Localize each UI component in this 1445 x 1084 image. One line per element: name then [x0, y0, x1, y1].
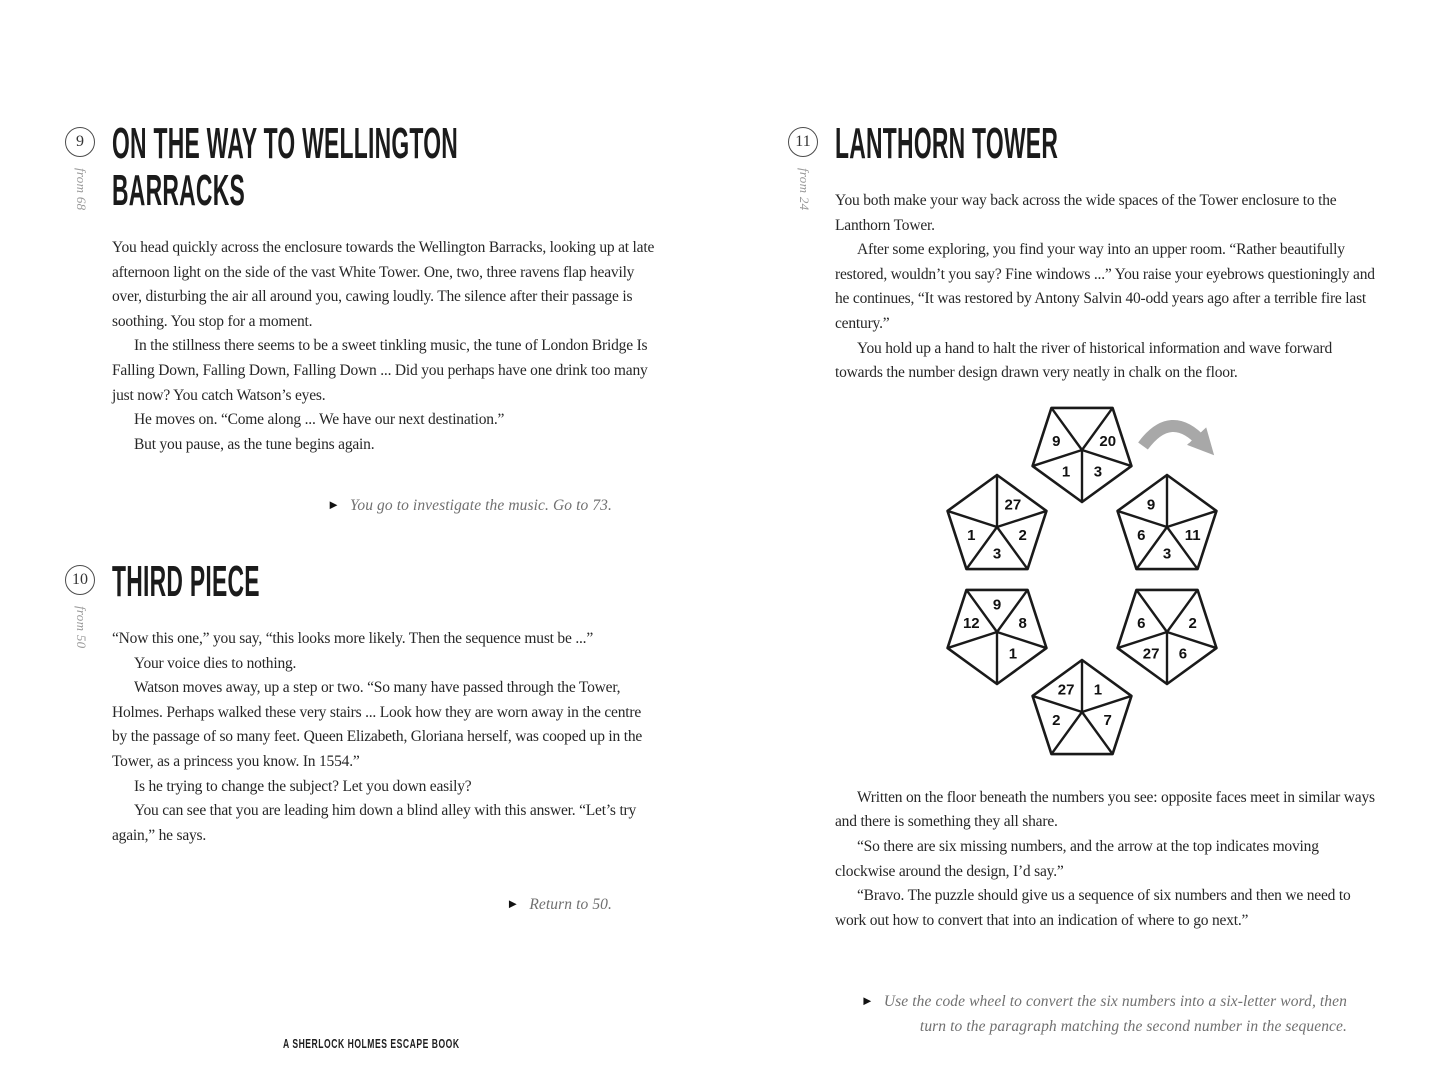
pentagon-number: 3	[1162, 545, 1172, 563]
section-title: ON THE WAY TO WELLINGTON BARRACKS	[112, 119, 459, 215]
section-content	[112, 120, 657, 518]
pentagon-middle-right	[1118, 590, 1217, 684]
pentagon-number: 27	[1142, 645, 1160, 663]
pentagon-number: 6	[1178, 645, 1188, 663]
pointer-arrow-icon: ►	[327, 497, 341, 513]
pentagon-number: 1	[1008, 645, 1018, 663]
from-label: from 50	[74, 606, 89, 649]
pentagon-number: 12	[962, 614, 980, 632]
clockwise-arrow-icon	[1143, 426, 1202, 446]
pointer-row	[112, 493, 612, 518]
pointer-arrow-icon: ►	[506, 896, 520, 912]
from-label: from 24	[797, 168, 812, 211]
section-number: 10	[72, 571, 88, 588]
pentagon-upper-right	[1118, 475, 1217, 569]
paragraph: Is he trying to change the subject? Let you down easily?	[134, 777, 472, 795]
paragraph: You can see that you are leading him down a blind alley with this answer. “Let’s try again,” he says.	[112, 802, 637, 844]
section-body	[835, 786, 1380, 934]
paragraph: You head quickly across the enclosure towards the Wellington Barracks, looking up at late afternoon light on the side of the vast White Tower. One, two, three ravens flap heavily over, disturbing the air all around you, cawing loudly. The silence after their passage is soothing. You stop for a moment.	[112, 239, 655, 330]
pentagon-number: 3	[1093, 463, 1103, 481]
section-number: 11	[795, 133, 811, 150]
paragraph: “So there are six missing numbers, and the arrow at the top indicates moving clockwise around the design, I’d say.”	[835, 837, 1319, 880]
pentagon-top	[1033, 408, 1132, 502]
section-title: THIRD PIECE	[112, 557, 260, 606]
paragraph: Your voice dies to nothing.	[134, 654, 297, 672]
paragraph: Watson moves away, up a step or two. “So many have passed through the Tower, Holmes. Perhaps walked these very stairs ... Look how they are worn away in the centre by the passage of so many feet. Queen Elizabeth, Gloriana herself, was cooped up in the Tower, as a princess you know. In 1554.”	[112, 679, 643, 770]
pentagon-number: 27	[1004, 496, 1022, 514]
section-content	[112, 558, 657, 917]
footer-text: A SHERLOCK HOLMES ESCAPE BOOK	[283, 1036, 460, 1051]
section-number: 9	[76, 133, 84, 150]
pentagon-number: 7	[1103, 711, 1112, 729]
pentagon-number: 9	[1052, 432, 1061, 450]
pentagon-number: 2	[1188, 614, 1197, 632]
pentagon-number: 6	[1137, 526, 1146, 544]
section-number-badge	[65, 565, 95, 595]
paragraph: “Now this one,” you say, “this looks more likely. Then the sequence must be ...”	[112, 630, 594, 647]
pentagon-number: 9	[1146, 496, 1156, 514]
paragraph: You both make your way back across the wide spaces of the Tower enclosure to the Lanthorn Tower.	[835, 192, 1337, 234]
pointer-row	[112, 892, 612, 917]
pentagon-number: 11	[1184, 526, 1201, 544]
pointer-text: Return to 50.	[529, 896, 612, 914]
pentagon-upper-left	[948, 475, 1047, 569]
section-content	[835, 120, 1380, 1039]
pentagon-number: 9	[992, 596, 1002, 614]
section-10	[65, 558, 675, 917]
section-body	[835, 189, 1380, 386]
pentagon-number: 2	[1052, 711, 1061, 729]
pentagon-number: 20	[1099, 432, 1117, 450]
paragraph: After some exploring, you find your way into an upper room. “Rather beautifully restored, wouldn’t you say? Fine windows ...” You raise your eyebrows questioningly and he continues, “It was restored by Antony Salvin 40-odd years ago after a terrible fire last century.”	[835, 241, 1375, 332]
pentagon-number: 1	[967, 526, 976, 544]
pentagon-number: 8	[1018, 614, 1027, 632]
pentagon-middle-left	[948, 590, 1047, 684]
section-9	[65, 120, 675, 518]
paragraph: You hold up a hand to halt the river of historical information and wave forward towards the number design drawn very neatly in chalk on the floor.	[835, 339, 1333, 382]
pointer-row	[835, 989, 1347, 1039]
pentagon-number: 6	[1137, 614, 1146, 632]
section-title: LANTHORN TOWER	[835, 119, 1059, 168]
section-number-badge	[788, 127, 818, 157]
pointer-text: Use the code wheel to convert the six numbers into a six-letter word, then turn to the paragraph matching the second number in the sequence.	[883, 993, 1347, 1036]
pentagon-number: 3	[992, 545, 1002, 563]
section-number-badge	[65, 127, 95, 157]
section-body	[112, 627, 657, 848]
pentagon-bottom	[1033, 660, 1132, 754]
pointer-arrow-icon: ►	[860, 993, 874, 1009]
paragraph: He moves on. “Come along ... We have our next destination.”	[134, 411, 505, 429]
paragraph: Written on the floor beneath the numbers you see: opposite faces meet in similar ways and there is something they all share.	[835, 788, 1375, 831]
pentagon-diagram	[919, 392, 1299, 772]
pentagon-number: 27	[1057, 681, 1075, 699]
from-label: from 68	[74, 168, 89, 211]
pentagon-number: 1	[1061, 463, 1071, 481]
pointer-text: You go to investigate the music. Go to 73.	[350, 497, 612, 515]
paragraph: In the stillness there seems to be a sweet tinkling music, the tune of London Bridge Is Falling Down, Falling Down, Falling Down ... Did you perhaps have one drink too many just now? You catch Watson’s eyes.	[112, 337, 648, 404]
section-body	[112, 236, 657, 457]
paragraph: “Bravo. The puzzle should give us a sequence of six numbers and then we need to work out how to convert that into an indication of where to go next.”	[835, 887, 1351, 929]
section-11	[788, 120, 1408, 1039]
pentagon-number: 2	[1018, 526, 1027, 544]
pentagon-number: 1	[1093, 681, 1103, 699]
paragraph: But you pause, as the tune begins again.	[134, 435, 375, 453]
